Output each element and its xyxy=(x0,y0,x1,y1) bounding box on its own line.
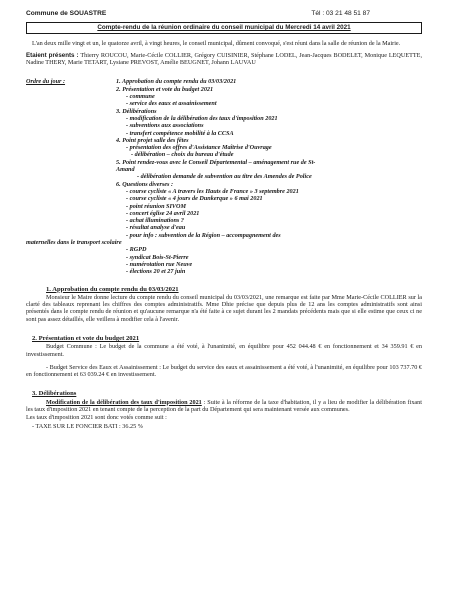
agenda-subitem: - concert église 24 avril 2021 xyxy=(126,209,200,217)
section-heading: 3. Délibérations xyxy=(32,390,77,398)
agenda-subitem: - délibération demande de subvention au titre des Amendes de Police xyxy=(137,173,312,181)
agenda-subitem: - point réunion SIVOM xyxy=(126,202,187,210)
agenda-subitem: - délibération – choix du bureau d'étude xyxy=(131,151,234,159)
agenda-item: 2. Présentation et vote du budget 2021 xyxy=(116,85,214,93)
section-paragraph xyxy=(26,399,422,414)
section-paragraph: Budget Commune : Le budget de la commune a été voté, à l'unanimité, en équilibre pour 452 044.48 € en fonctionnement et 34 359.91 € en investissement. xyxy=(26,343,422,358)
agenda-subitem: - RGPD xyxy=(126,246,147,254)
agenda-subitem: - subventions aux associations xyxy=(126,122,204,130)
section-approval xyxy=(26,286,422,323)
agenda-subitem: - élections 20 et 27 juin xyxy=(126,268,186,276)
attendees-label: Etaient présents : xyxy=(26,51,79,59)
agenda-subitem: - présentation des offres d'Assistance Maîtrise d'Ouvrage xyxy=(126,144,272,152)
agenda-item: 4. Point projet salle des fêtes xyxy=(116,136,189,144)
section-heading: 1. Approbation du compte rendu du 03/03/2021 xyxy=(46,285,179,293)
document-title: Compte-rendu de la réunion ordinaire du conseil municipal du Mercredi 14 avril 2021 xyxy=(26,22,422,33)
section-deliberations xyxy=(26,390,422,429)
agenda-subitem: - course cycliste « 4 jours de Dunkerque » 6 mai 2021 xyxy=(126,195,263,203)
phone-number: Tél : 03 21 48 51 87 xyxy=(311,10,370,17)
agenda-item: 1. Approbation du compte rendu du 03/03/2021 xyxy=(116,78,237,86)
tax-rate-line: - TAXE SUR LE FONCIER BATI : 36.25 % xyxy=(32,422,143,430)
section-paragraph: Monsieur le Maire donne lecture du compte rendu du conseil municipal du 03/03/2021, une remarque est faite par Mme Marie-Cécile COLLIER sur la clarté des tableaux reprenant les chiffres des comptes administratifs. Mme Dhie précise que depuis plus de 12 ans les comptes administratifs sont ainsi présentés dans le compte rendu de réunion et qu'aucune remarque n'a été faite à ce sujet durant les 2 mandats précédents mais que si elle estime que ceux ci ne sont pas assez détaillés, elle veillera à modifier cela à l'avenir. xyxy=(26,293,422,323)
section-budget xyxy=(26,335,422,378)
commune-name: Commune de SOUASTRE xyxy=(26,10,107,17)
agenda-item: 5. Point rendez-vous avec le Conseil Départemental – aménagement rue de St- xyxy=(116,158,316,166)
agenda-subitem: - pour info : subvention de la Région – accompagnement des xyxy=(126,231,281,239)
agenda-subitem: - numérotation rue Neuve xyxy=(126,260,193,268)
agenda-subitem: - commune xyxy=(126,93,155,101)
agenda-subitem: - transfert compétence mobilité à la CCSA xyxy=(126,129,234,137)
section-paragraph: - Budget Service des Eaux et Assainissement : Le budget du service des eaux et assainissement a été voté, à l'unanimité, en équilibre pour 103 737.70 € en fonctionnement et 63 039.24 € en investissement. xyxy=(26,363,422,379)
agenda-subitem: - service des eaux et assainissement xyxy=(126,100,217,108)
intro-paragraph: L'an deux mille vingt et un, le quatorze avril, à vingt heures, le conseil municipal, dûment convoqué, s'est réuni dans la salle de réunion de la Mairie. xyxy=(32,39,401,47)
agenda-subitem: - syndicat Bois-St-Pierre xyxy=(126,253,189,261)
agenda-subitem: - achat illuminations ? xyxy=(126,217,184,225)
subsection-text: : Suite à la réforme de la taxe d'habitation, il y a lieu de modifier la délibération fixant les taux d'imposition 2021 en tenant compte de la perception de la part du Département qui sera maintenant versée aux communes. xyxy=(26,398,422,414)
attendees-paragraph xyxy=(26,52,422,67)
tax-rates-intro: Les taux d'imposition 2021 sont donc votés comme suit : xyxy=(26,414,167,422)
agenda-subitem: - course cycliste « A travers les Hauts de France » 3 septembre 2021 xyxy=(126,187,299,195)
agenda-subitem: - résultat analyse d'eau xyxy=(126,224,186,232)
attendees-names: Thierry ROUCOU, Marie-Cécile COLLIER, Grégory CUISINIER, Stéphane LODEL, Jean-Jacques BODELET, Monique LEQUETTE, Nadine THERY, Marie TETART, Lysiane PREVOST, Amélie BEUGNET, Johann LAUVAU xyxy=(26,51,423,67)
agenda-label: Ordre du jour : xyxy=(26,78,66,86)
subsection-heading: Modification de la délibération des taux d'imposition 2021 xyxy=(46,398,202,406)
letterhead xyxy=(26,10,422,17)
agenda-item: 3. Délibérations xyxy=(116,107,157,115)
section-heading: 2. Présentation et vote du budget 2021 xyxy=(32,334,140,342)
agenda-subitem: - modification de la délibération des taux d'imposition 2021 xyxy=(126,114,278,122)
agenda xyxy=(26,78,422,275)
agenda-item: 6. Questions diverses : xyxy=(116,180,174,188)
agenda-item-continued: Amand xyxy=(116,166,135,174)
agenda-subitem-continued: maternelles dans le transport scolaire xyxy=(26,239,122,247)
